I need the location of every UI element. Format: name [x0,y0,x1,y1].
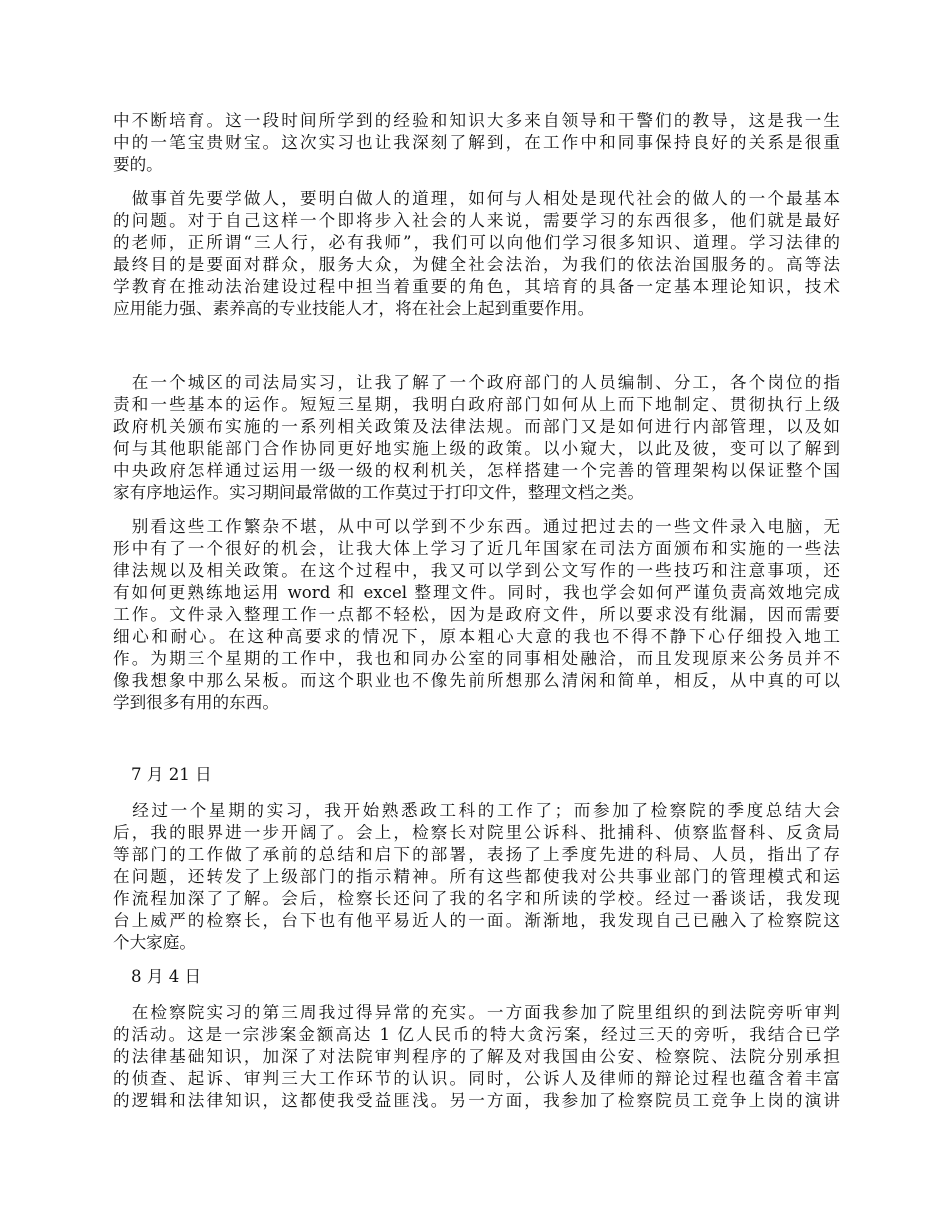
text-line: 个大家庭。 [113,933,196,952]
text-line: 细心和耐心。在这种高要求的情况下，原本粗心大意的我也不得不静下心仔细投入地工 [113,627,840,646]
text-line: 在问题，还转发了上级部门的指示精神。所有这些都使我对公共事业部门的管理模式和运 [113,867,840,886]
text-line: 责和一些基本的运作。短短三星期，我明白政府部门如何从上而下地制定、贯彻执行上级 [113,395,840,414]
text-line: 的侦查、起诉、审判三大工作环节的认识。同时，公诉人及律师的辩论过程也蕴含着丰富 [113,1069,840,1088]
paragraph [113,800,840,954]
text-line: 像我想象中那么呆板。而这个职业也不像先前所想那么清闲和简单，相反，从中真的可以 [113,671,840,690]
paragraph [113,516,840,714]
text-line: 应用能力强、素养高的专业技能人才，将在社会上起到重要作用。 [113,299,595,318]
text-line: 的老师，正所谓“三人行，必有我师”，我们可以向他们学习很多知识、道理。学习法律的 [113,233,840,252]
text-line: 政府机关颁布实施的一系列相关政策及法律法规。而部门又是如何进行内部管理，以及如 [113,417,840,436]
text-line: 学到很多有用的东西。 [113,693,279,712]
diary-date: 8 月 4 日 [131,967,202,986]
paragraph [113,188,840,320]
text-line: 的活动。这是一宗涉案金额高达 1 亿人民币的特大贪污案，经过三天的旁听，我结合已学 [113,1025,840,1044]
paragraph [113,1002,840,1112]
text-line: 等部门的工作做了承前的总结和启下的部署，表扬了上季度先进的科局、人员，指出了存 [113,845,840,864]
text-line: 中的一笔宝贵财宝。这次实习也让我深刻了解到，在工作中和同事保持良好的关系是很重 [113,133,840,152]
text-line: 台上威严的检察长，台下也有他平易近人的一面。渐渐地，我发现自己已融入了检察院这 [113,911,840,930]
text-line: 别看这些工作繁杂不堪，从中可以学到不少东西。通过把过去的一些文件录入电脑，无 [113,517,840,536]
text-line: 家有序地运作。实习期间最常做的工作莫过于打印文件，整理文档之类。 [113,483,644,502]
text-line: 要的。 [113,155,163,174]
text-line: 在检察院实习的第三周我过得异常的充实。一方面我参加了院里组织的到法院旁听审判 [113,1003,840,1022]
text-line: 律法规以及相关政策。在这个过程中，我又可以学到公文写作的一些技巧和注意事项，还 [113,561,840,580]
text-line: 有如何更熟练地运用 word 和 excel 整理文件。同时，我也学会如何严谨负责高效地完成 [113,583,840,602]
paragraph [113,110,840,176]
text-line: 中不断培育。这一段时间所学到的经验和知识大多来自领导和干警们的教导，这是我一生 [113,111,840,130]
text-line: 在一个城区的司法局实习，让我了解了一个政府部门的人员编制、分工，各个岗位的指 [113,373,840,392]
text-line: 形中有了一个很好的机会，让我大体上学习了近几年国家在司法方面颁布和实施的一些法 [113,539,840,558]
text-line: 何与其他职能部门合作协同更好地实施上级的政策。以小窥大，以此及彼，变可以了解到 [113,439,840,458]
text-line: 的逻辑和法律知识，这都使我受益匪浅。另一方面，我参加了检察院员工竞争上岗的演讲 [113,1091,840,1110]
text-line: 经过一个星期的实习，我开始熟悉政工科的工作了；而参加了检察院的季度总结大会 [113,801,840,820]
text-line: 学教育在推动法治建设过程中担当着重要的角色，其培育的具备一定基本理论知识，技术 [113,277,840,296]
text-line: 作。为期三个星期的工作中，我也和同办公室的同事相处融洽，而且发现原来公务员并不 [113,649,840,668]
text-line: 的法律基础知识，加深了对法院审判程序的了解及对我国由公安、检察院、法院分别承担 [113,1047,840,1066]
diary-date: 7 月 21 日 [131,765,212,784]
text-line: 工作。文件录入整理工作一点都不轻松，因为是政府文件，所以要求没有纰漏，因而需要 [113,605,840,624]
text-line: 后，我的眼界进一步开阔了。会上，检察长对院里公诉科、批捕科、侦察监督科、反贪局 [113,823,840,842]
text-line: 中央政府怎样通过运用一级一级的权利机关，怎样搭建一个完善的管理架构以保证整个国 [113,461,840,480]
text-line: 最终目的是要面对群众，服务大众，为健全社会法治，为我们的依法治国服务的。高等法 [113,255,840,274]
text-line: 做事首先要学做人，要明白做人的道理，如何与人相处是现代社会的做人的一个最基本 [113,189,840,208]
text-line: 作流程加深了了解。会后，检察长还问了我的名字和所读的学校。经过一番谈话，我发现 [113,889,840,908]
paragraph [113,372,840,504]
text-line: 的问题。对于自己这样一个即将步入社会的人来说，需要学习的东西很多，他们就是最好 [113,211,840,230]
